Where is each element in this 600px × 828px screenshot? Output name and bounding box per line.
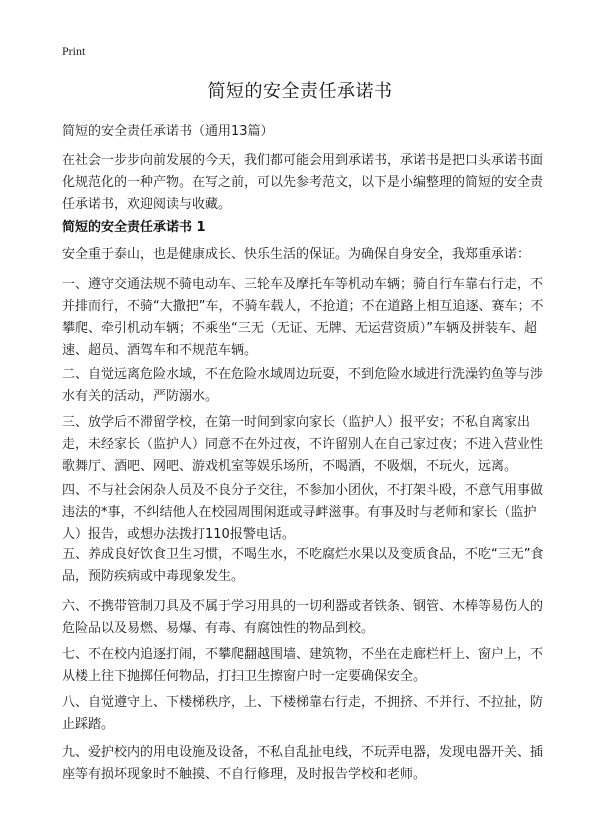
- body-paragraph: 六、不携带管制刀具及不属于学习用具的一切利器或者铁条、钢管、木棒等易伤人的危险品以及易燃、易爆、有毒、有腐蚀性的物品到校。: [62, 599, 544, 636]
- intro-paragraph: 在社会一步步向前发展的今天，我们都可能会用到承诺书，承诺书是把口头承诺书面化规范化的一种产物。在写之前，可以先参考范文，以下是小编整理的简短的安全责任承诺书，欢迎阅读与收藏。: [62, 153, 544, 212]
- body-paragraph: 九、爱护校内的用电设施及设备，不私自乱扯电线，不玩弄电器，发现电器开关、插座等有损坏现象时不触摸、不自行修理，及时报告学校和老师。: [62, 745, 544, 782]
- document-subtitle: 简短的安全责任承诺书（通用13篇）: [62, 124, 274, 139]
- print-link[interactable]: Print: [62, 44, 86, 58]
- section-heading: 简短的安全责任承诺书 1: [62, 220, 206, 235]
- body-paragraph: 七、不在校内追逐打闹，不攀爬翻越围墙、建筑物，不坐在走廊栏杆上、窗户上，不从楼上往下抛掷任何物品，打扫卫生擦窗户时一定要确保安全。: [62, 647, 544, 684]
- body-paragraph: 安全重于泰山，也是健康成长、快乐生活的保证。为确保自身安全，我郑重承诺：: [62, 247, 531, 262]
- page-title: 简短的安全责任承诺书: [207, 81, 393, 102]
- body-paragraph: 二、自觉远离危险水域，不在危险水域周边玩耍，不到危险水域进行洗澡钓鱼等与涉水有关的活动，严防溺水。: [62, 367, 544, 404]
- body-paragraph: 八、自觉遵守上、下楼梯秩序，上、下楼梯靠右行走，不拥挤、不并行、不拉扯，防止踩踏。: [62, 695, 544, 732]
- body-paragraph: 五、养成良好饮食卫生习惯，不喝生水，不吃腐烂水果以及变质食品，不吃“三无”食品，预防疾病或中毒现象发生。: [62, 547, 544, 584]
- body-paragraph: 一、遵守交通法规不骑电动车、三轮车及摩托车等机动车辆；骑自行车靠右行走，不并排而行，不骑“大撒把”车，不骑车载人，不抢道；不在道路上相互追逐、赛车；不攀爬、牵引机动车辆；不乘坐“三无（无证、无牌、无运营资质）”车辆及拼装车、超速、超员、酒驾车和不规范车辆。: [62, 277, 544, 358]
- body-paragraph: 三、放学后不滞留学校，在第一时间到家向家长（监护人）报平安；不私自离家出走，未经家长（监护人）同意不在外过夜，不许留别人在自己家过夜；不进入营业性歌舞厅、酒吧、网吧、游戏机室等娱乐场所，不喝酒，不吸烟，不玩火，远离。: [62, 415, 544, 474]
- body-paragraph: 四、不与社会闲杂人员及不良分子交往，不参加小团伙，不打架斗殴，不意气用事做违法的*事，不纠结他人在校园周围闲逛或寻衅滋事。有事及时与老师和家长（监护人）报告，或想办法拨打110报警电话。: [62, 483, 544, 542]
